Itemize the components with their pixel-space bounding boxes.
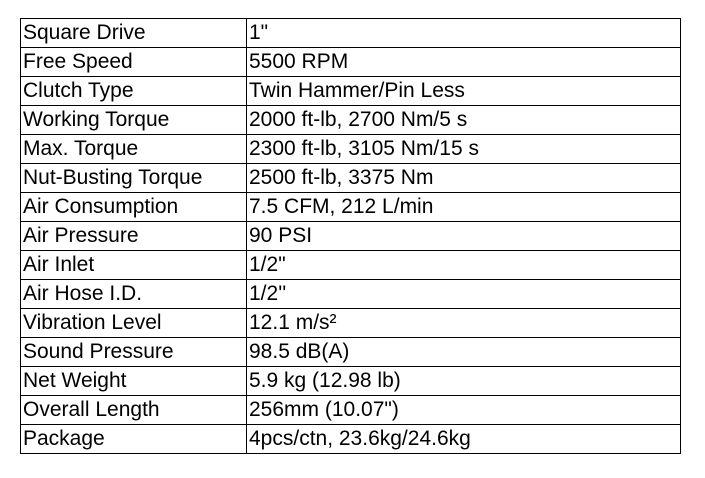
spec-row-clutch-type [21,77,681,106]
spec-value: 98.5 dB(A) [247,338,681,367]
spec-label: Air Hose I.D. [21,280,247,309]
spec-row-air-pressure [21,222,681,251]
spec-value: 7.5 CFM, 212 L/min [247,193,681,222]
spec-label: Air Inlet [21,251,247,280]
spec-label: Working Torque [21,106,247,135]
spec-label: Air Pressure [21,222,247,251]
spec-row-free-speed [21,48,681,77]
spec-label: Free Speed [21,48,247,77]
spec-label: Nut-Busting Torque [21,164,247,193]
spec-value: 90 PSI [247,222,681,251]
spec-row-vibration-level [21,309,681,338]
spec-value: 5.9 kg (12.98 lb) [247,367,681,396]
spec-value: Twin Hammer/Pin Less [247,77,681,106]
spec-row-sound-pressure [21,338,681,367]
spec-label: Max. Torque [21,135,247,164]
spec-row-air-inlet [21,251,681,280]
spec-label: Vibration Level [21,309,247,338]
spec-value: 2300 ft-lb, 3105 Nm/15 s [247,135,681,164]
spec-label: Overall Length [21,396,247,425]
spec-label: Sound Pressure [21,338,247,367]
spec-label: Square Drive [21,19,247,48]
spec-row-working-torque [21,106,681,135]
spec-value: 256mm (10.07") [247,396,681,425]
spec-row-max-torque [21,135,681,164]
spec-row-air-hose-id [21,280,681,309]
spec-label: Net Weight [21,367,247,396]
spec-value: 5500 RPM [247,48,681,77]
spec-table [20,18,681,454]
spec-row-package [21,425,681,454]
spec-label: Air Consumption [21,193,247,222]
spec-value: 1" [247,19,681,48]
spec-row-net-weight [21,367,681,396]
spec-value: 2500 ft-lb, 3375 Nm [247,164,681,193]
spec-table-body [21,19,681,454]
spec-label: Package [21,425,247,454]
spec-value: 2000 ft-lb, 2700 Nm/5 s [247,106,681,135]
spec-value: 4pcs/ctn, 23.6kg/24.6kg [247,425,681,454]
spec-row-overall-length [21,396,681,425]
spec-value: 1/2'' [247,280,681,309]
spec-label: Clutch Type [21,77,247,106]
spec-value: 1/2" [247,251,681,280]
spec-row-nut-busting-torque [21,164,681,193]
spec-row-air-consumption [21,193,681,222]
spec-value: 12.1 m/s² [247,309,681,338]
spec-row-square-drive [21,19,681,48]
